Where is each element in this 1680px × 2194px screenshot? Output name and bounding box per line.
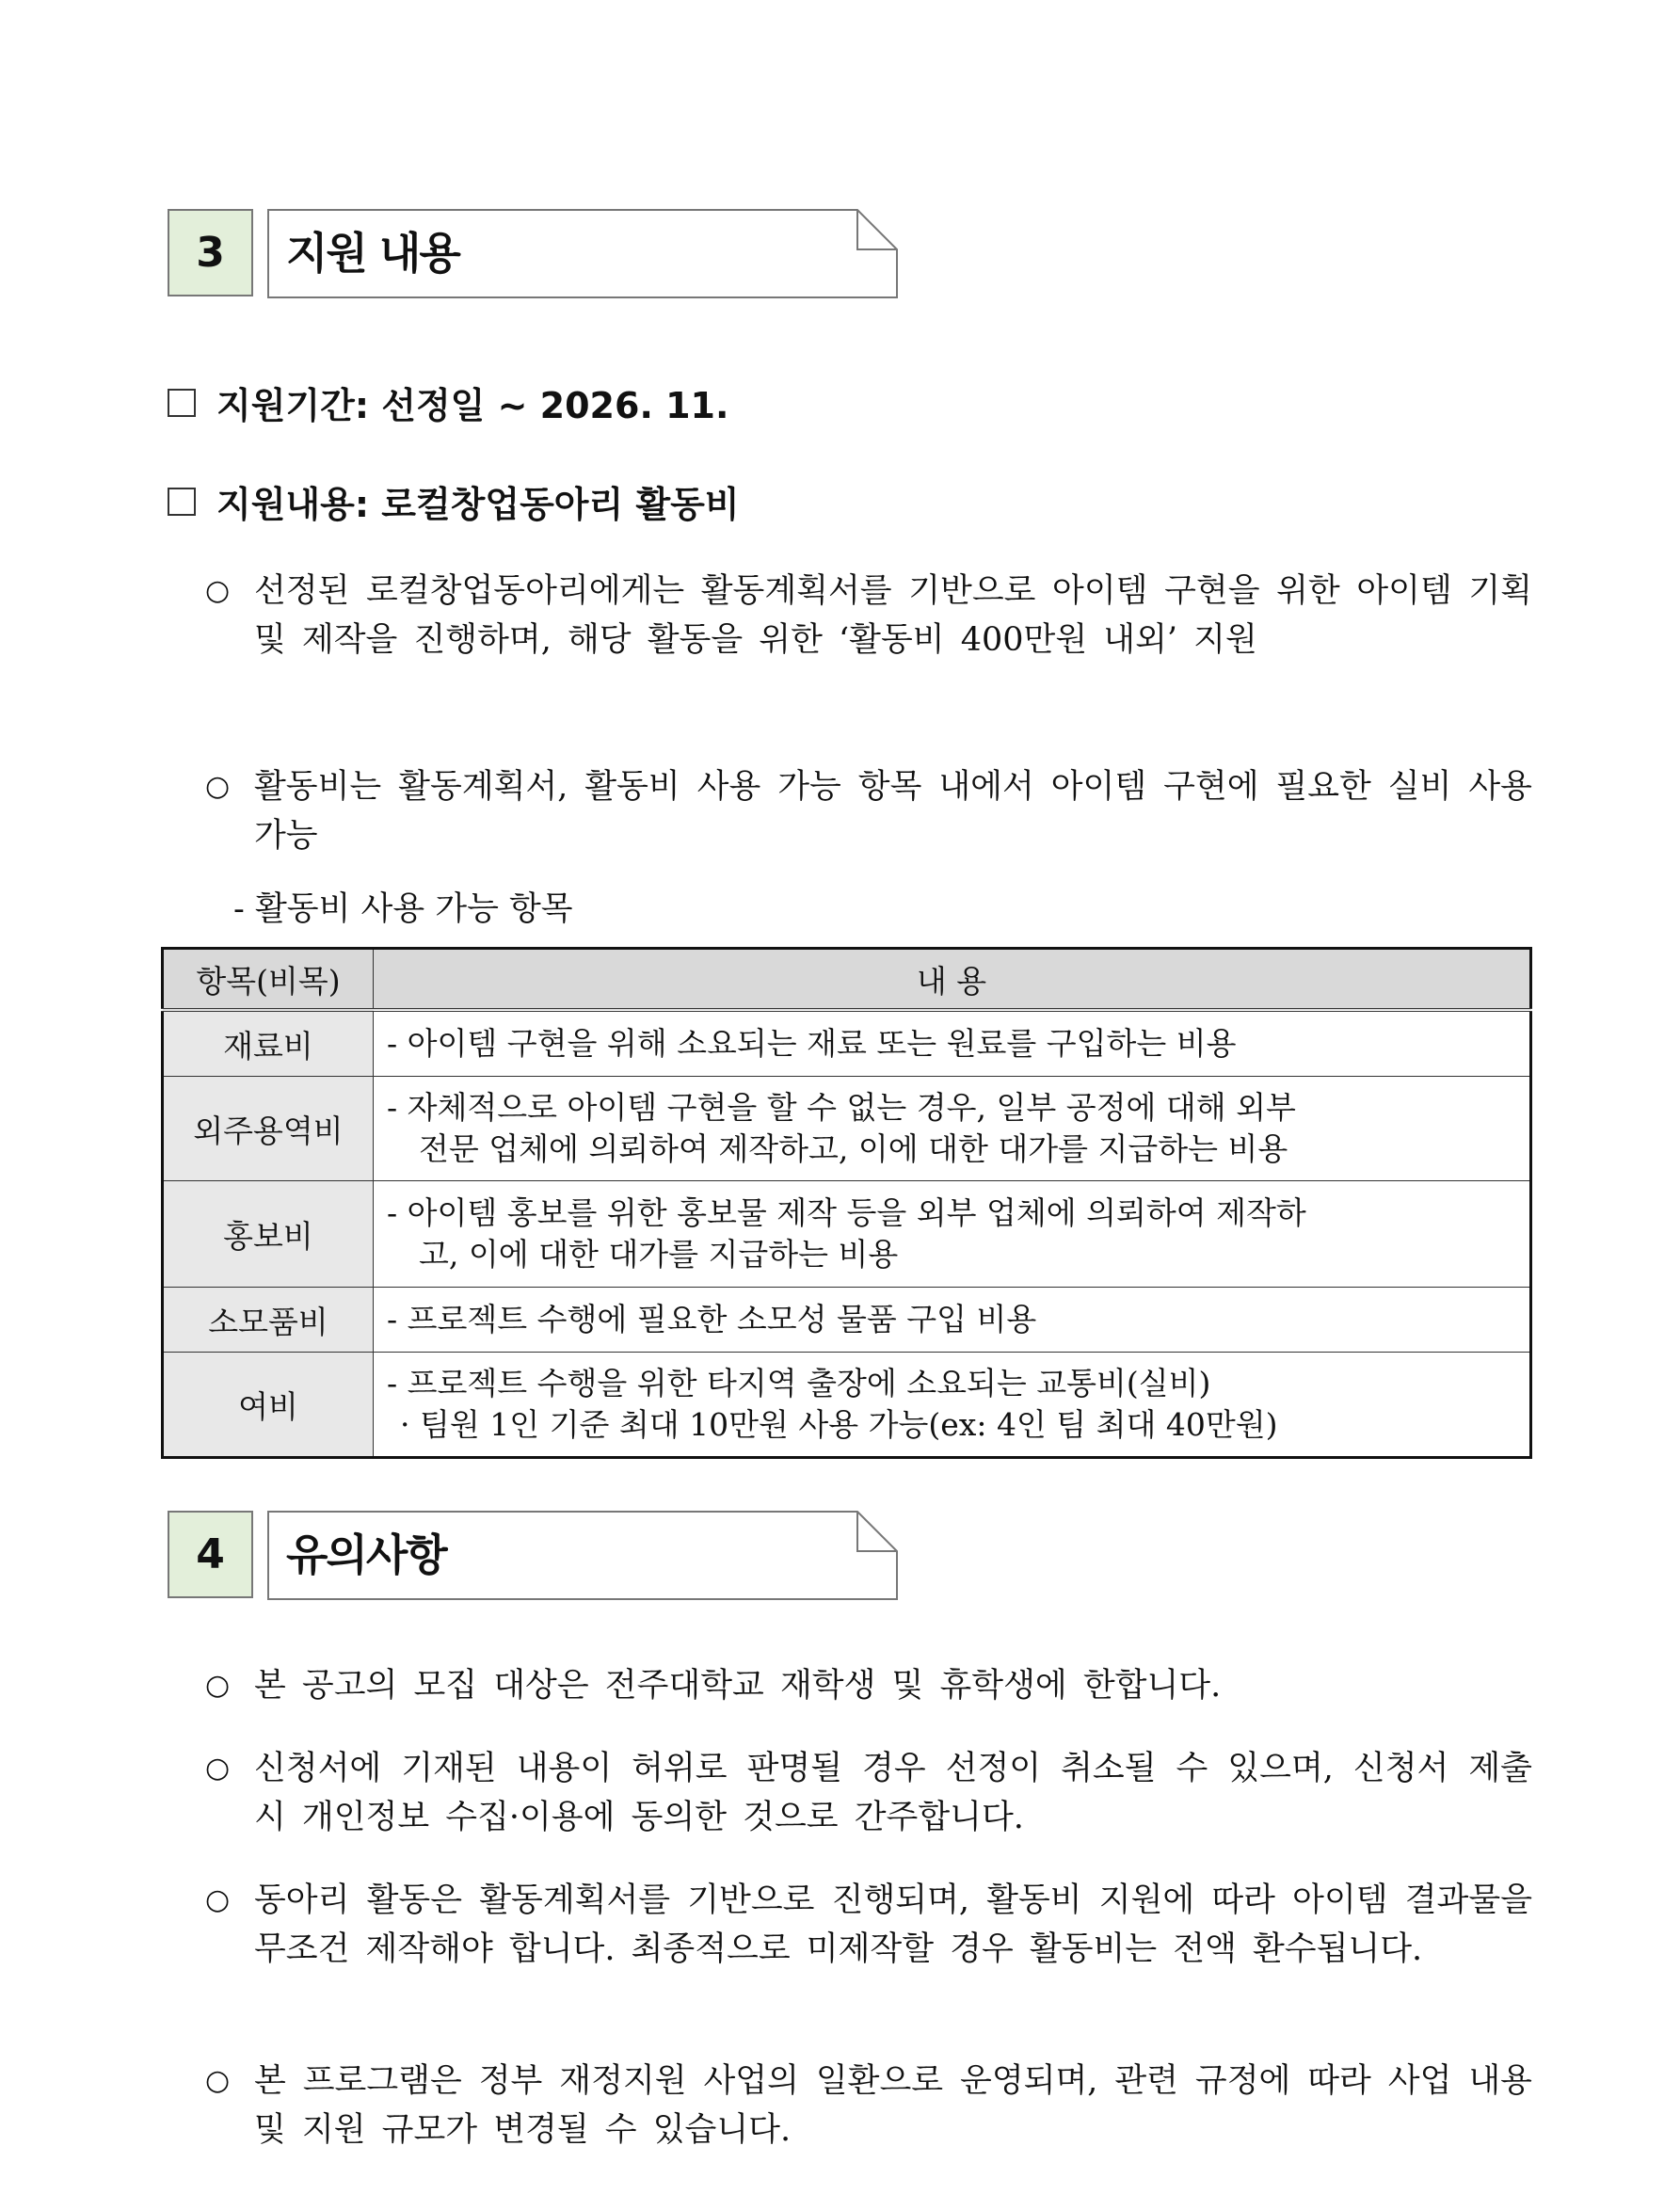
table-header: 내 용 [374, 949, 1531, 1011]
list-item: ○ 선정된 로컬창업동아리에게는 활동계획서를 기반으로 아이템 구현을 위한 아이템 기획 및 제작을 진행하며, 해당 활동을 위한 ‘활동비 400만원 내외’ 지원 [205, 567, 1532, 665]
table-row [163, 1353, 1531, 1458]
circle-bullet-icon: ○ [205, 574, 231, 607]
circle-bullet-icon: ○ [205, 1669, 231, 1702]
table-description: - 프로젝트 수행에 필요한 소모성 물품 구입 비용 [374, 1288, 1531, 1353]
table-description: - 프로젝트 수행을 위한 타지역 출장에 소요되는 교통비(실비) · 팀원 1인 기준 최대 10만원 사용 가능(ex: 4인 팀 최대 40만원) [374, 1353, 1531, 1458]
table-header: 항목(비목) [163, 949, 374, 1011]
section-title-box [267, 1511, 899, 1600]
table-category: 외주용역비 [163, 1077, 374, 1181]
support-period-heading [168, 376, 728, 428]
table-row [163, 1181, 1531, 1288]
table-category: 여비 [163, 1353, 374, 1458]
table-row [163, 1010, 1531, 1077]
support-content-text: 지원내용: 로컬창업동아리 활동비 [216, 484, 740, 525]
list-item: ○ 본 프로그램은 정부 재정지원 사업의 일환으로 운영되며, 관련 규정에 따라 사업 내용 및 지원 규모가 변경될 수 있습니다. [205, 2057, 1532, 2154]
circle-bullet-icon: ○ [205, 770, 231, 803]
circle-bullet-icon: ○ [205, 1883, 231, 1916]
list-item: ○ 신청서에 기재된 내용이 허위로 판명될 경우 선정이 취소될 수 있으며, 신청서 제출 시 개인정보 수집·이용에 동의한 것으로 간주합니다. [205, 1744, 1532, 1842]
sub-item: - 활동비 사용 가능 항목 [233, 890, 573, 928]
table-category: 재료비 [163, 1010, 374, 1077]
list-item: ○ 본 공고의 모집 대상은 전주대학교 재학생 및 휴학생에 한합니다. [205, 1661, 1532, 1710]
table-description: - 자체적으로 아이템 구현을 할 수 없는 경우, 일부 공정에 대해 외부 전문 업체에 의뢰하여 제작하고, 이에 대한 대가를 지급하는 비용 [374, 1077, 1531, 1181]
section-number: 4 [168, 1511, 253, 1598]
checkbox-square-icon [168, 488, 196, 516]
checkbox-square-icon [168, 389, 196, 417]
list-item: ○ 활동비는 활동계획서, 활동비 사용 가능 항목 내에서 아이템 구현에 필요한 실비 사용 가능 [205, 762, 1532, 860]
table-category: 소모품비 [163, 1288, 374, 1353]
section-title: 유의사항 [286, 1529, 446, 1580]
table-row [163, 1288, 1531, 1353]
expense-items-table [161, 947, 1532, 1459]
support-period-text: 지원기간: 선정일 ~ 2026. 11. [216, 385, 729, 426]
table-row [163, 1077, 1531, 1181]
circle-bullet-icon: ○ [205, 2064, 231, 2097]
table-category: 홍보비 [163, 1181, 374, 1288]
table-description: - 아이템 홍보를 위한 홍보물 제작 등을 외부 업체에 의뢰하여 제작하 고, 이에 대한 대가를 지급하는 비용 [374, 1181, 1531, 1288]
circle-bullet-icon: ○ [205, 1752, 231, 1785]
support-content-heading [168, 475, 740, 527]
section-title-box [267, 209, 899, 298]
table-description: - 아이템 구현을 위해 소요되는 재료 또는 원료를 구입하는 비용 [374, 1010, 1531, 1077]
section-title: 지원 내용 [286, 228, 459, 279]
list-item: ○ 동아리 활동은 활동계획서를 기반으로 진행되며, 활동비 지원에 따라 아이템 결과물을 무조건 제작해야 합니다. 최종적으로 미제작할 경우 활동비는 전액 환수됩니다. [205, 1876, 1532, 1974]
section-number: 3 [168, 209, 253, 296]
